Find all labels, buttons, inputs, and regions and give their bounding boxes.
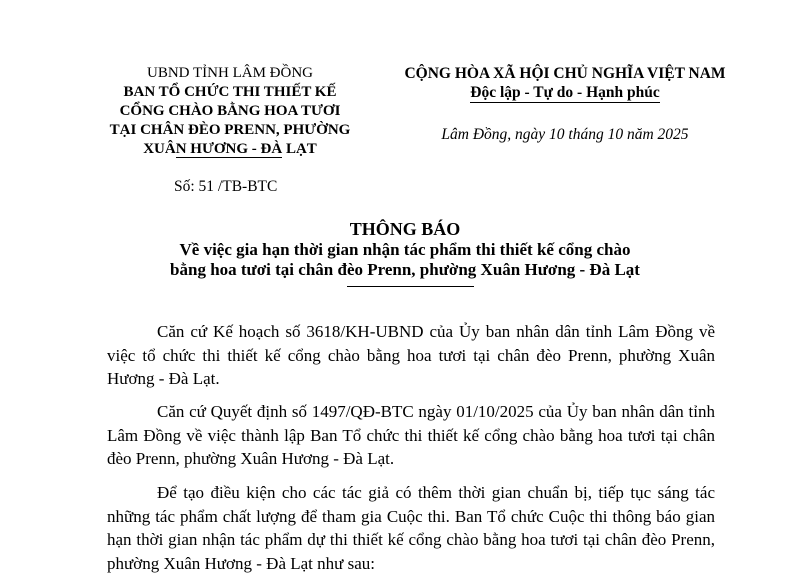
title-subject-line-1: Về việc gia hạn thời gian nhận tác phẩm thi thiết kế cổng chào: [179, 240, 631, 259]
organizing-committee-line-4: [95, 140, 365, 159]
issue-date: Lâm Đồng, ngày 10 tháng 10 năm 2025: [441, 126, 689, 143]
title-divider: [347, 286, 474, 287]
issuing-agency-header: [95, 64, 365, 159]
national-header: [385, 64, 745, 103]
org-line4-part-a: XUÂ: [143, 141, 176, 157]
organizing-committee-line-2: CỔNG CHÀO BẰNG HOA TƯƠI: [119, 103, 341, 119]
organizing-committee-line-1: BAN TỔ CHỨC THI THIẾT KẾ: [123, 84, 337, 100]
body-paragraph-3: Để tạo điều kiện cho các tác giả có thêm thời gian chuẩn bị, tiếp tục sáng tác những tác phẩm chất lượng để tham gia Cuộc thi. Ban Tổ chức Cuộc thi thông báo gian hạn thời gian nhận tác phẩm dự thi thiết kế cổng chào bằng hoa tươi tại chân đèo Prenn, phường Xuân Hương - Đà Lạt như sau:: [107, 483, 715, 573]
parent-agency: UBND TỈNH LÂM ĐỒNG: [147, 65, 313, 81]
document-title: [95, 218, 715, 280]
title-main: THÔNG BÁO: [349, 219, 461, 239]
org-line4-part-c: LẠT: [282, 141, 317, 157]
nation-name: CỘNG HÒA XÃ HỘI CHỦ NGHĨA VIỆT NAM: [404, 65, 726, 82]
document-number: Số: 51 /TB-BTC: [174, 178, 278, 195]
org-line4-underlined: N HƯƠNG - ĐÀ: [175, 141, 283, 157]
body-paragraph-2: Căn cứ Quyết định số 1497/QĐ-BTC ngày 01/10/2025 của Ủy ban nhân dân tỉnh Lâm Đồng về việc thành lập Ban Tổ chức thi thiết kế cổng chào bằng hoa tươi tại chân đèo Prenn, phường Xuân Hương - Đà Lạt.: [107, 402, 715, 468]
title-subject-line-2: bằng hoa tươi tại chân đèo Prenn, phường Xuân Hương - Đà Lạt: [170, 260, 640, 279]
national-motto: Độc lập - Tự do - Hạnh phúc: [470, 84, 660, 101]
body-paragraph-1: Căn cứ Kế hoạch số 3618/KH-UBND của Ủy ban nhân dân tỉnh Lâm Đồng về việc tổ chức thi thiết kế cổng chào bằng hoa tươi tại chân đèo Prenn, phường Xuân Hương - Đà Lạt.: [107, 322, 715, 388]
organizing-committee-line-3: TẠI CHÂN ĐÈO PRENN, PHƯỜNG: [109, 122, 351, 138]
